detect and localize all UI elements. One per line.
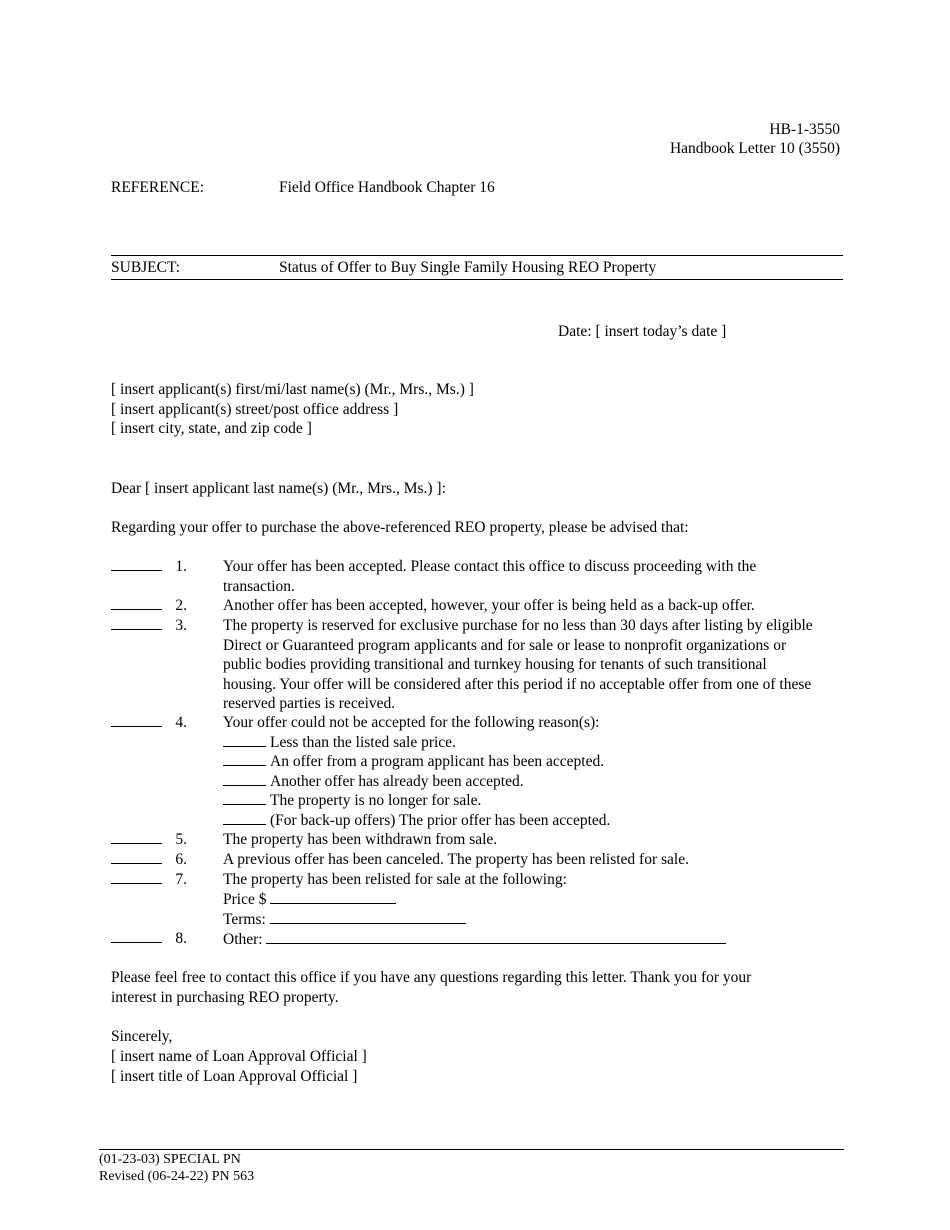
reference-label: REFERENCE: [111, 179, 205, 196]
item-number: 8. [175, 930, 187, 947]
reason-item [223, 752, 604, 772]
price-label: Price $ [223, 891, 267, 908]
item-text: The property is reserved for exclusive purchase for no less than 30 days after listing by eligible Direct or Guaranteed program applicants and for sale or lease to nonprofit organizations or public bodies providing transitional and turnkey housing for tenants of such transitional housing. Your offer will be considered after this period if no acceptable offer from one of these reserved parties is received. [223, 617, 813, 713]
reason-item [223, 811, 610, 831]
item-text: A previous offer has been canceled. The property has been relisted for sale. [223, 851, 689, 868]
address-name: [ insert applicant(s) first/mi/last name(s) (Mr., Mrs., Ms.) ] [111, 381, 474, 398]
reason-text: (For back-up offers) The prior offer has been accepted. [270, 812, 611, 829]
reason-text: The property is no longer for sale. [270, 792, 482, 809]
terms-blank[interactable] [270, 909, 466, 924]
item-text: The property has been withdrawn from sale. [223, 831, 498, 848]
item-number: 3. [175, 617, 187, 634]
salutation: Dear [ insert applicant last name(s) (Mr., Mrs., Ms.) ]: [111, 480, 446, 497]
item-text: Your offer could not be accepted for the following reason(s): [223, 714, 600, 731]
official-title: [ insert title of Loan Approval Official ] [111, 1068, 358, 1085]
check-blank[interactable] [111, 616, 162, 630]
handbook-letter: Handbook Letter 10 (3550) [669, 140, 840, 157]
other-label: Other: [223, 931, 263, 948]
subject-label: SUBJECT: [111, 259, 180, 276]
sign-off: Sincerely, [111, 1028, 173, 1045]
subject-bottom-rule [111, 279, 843, 280]
item-number: 2. [175, 597, 187, 614]
closing-line-2: interest in purchasing REO property. [111, 989, 339, 1006]
other-blank[interactable] [266, 929, 726, 944]
reference-value: Field Office Handbook Chapter 16 [279, 179, 495, 196]
check-blank[interactable] [111, 713, 162, 727]
reason-check-blank[interactable] [223, 791, 266, 805]
terms-label: Terms: [223, 911, 266, 928]
document-number: HB-1-3550 [769, 121, 840, 138]
item-text: The property has been relisted for sale at the following: [223, 871, 567, 888]
reason-text: Less than the listed sale price. [270, 734, 456, 751]
address-street: [ insert applicant(s) street/post office address ] [111, 401, 399, 418]
item-number: 4. [175, 714, 187, 731]
reason-check-blank[interactable] [223, 752, 266, 766]
reason-text: An offer from a program applicant has been accepted. [270, 753, 605, 770]
reason-check-blank[interactable] [223, 811, 266, 825]
reason-item [223, 733, 456, 753]
reason-check-blank[interactable] [223, 772, 266, 786]
address-city: [ insert city, state, and zip code ] [111, 420, 312, 437]
item-number: 5. [175, 831, 187, 848]
closing-line-1: Please feel free to contact this office if you have any questions regarding this letter. Thank you for your [111, 969, 752, 986]
check-blank[interactable] [111, 830, 162, 844]
check-blank[interactable] [111, 929, 162, 943]
check-blank[interactable] [111, 870, 162, 884]
price-field [223, 889, 396, 910]
reason-item [223, 791, 481, 811]
check-blank[interactable] [111, 557, 162, 571]
terms-field [223, 909, 466, 930]
item-text: Your offer has been accepted. Please contact this office to discuss proceeding with the transaction. [223, 558, 757, 595]
date-line: Date: [ insert today’s date ] [558, 323, 727, 340]
item-number: 6. [175, 851, 187, 868]
reason-item [223, 772, 524, 792]
price-blank[interactable] [270, 889, 396, 904]
footer-rule [99, 1149, 844, 1150]
item-number: 7. [175, 871, 187, 888]
subject-top-rule [111, 255, 843, 256]
item-text [223, 929, 743, 950]
check-blank[interactable] [111, 850, 162, 864]
reason-text: Another offer has already been accepted. [270, 773, 524, 790]
reason-check-blank[interactable] [223, 733, 266, 747]
item-number: 1. [175, 558, 187, 575]
intro-paragraph: Regarding your offer to purchase the above-referenced REO property, please be advised that: [111, 519, 689, 536]
item-text: Another offer has been accepted, however, your offer is being held as a back-up offer. [223, 597, 755, 614]
footer-line-2: Revised (06-24-22) PN 563 [99, 1169, 255, 1184]
official-name: [ insert name of Loan Approval Official ] [111, 1048, 367, 1065]
subject-value: Status of Offer to Buy Single Family Housing REO Property [279, 259, 657, 276]
check-blank[interactable] [111, 596, 162, 610]
footer-line-1: (01-23-03) SPECIAL PN [99, 1152, 241, 1167]
